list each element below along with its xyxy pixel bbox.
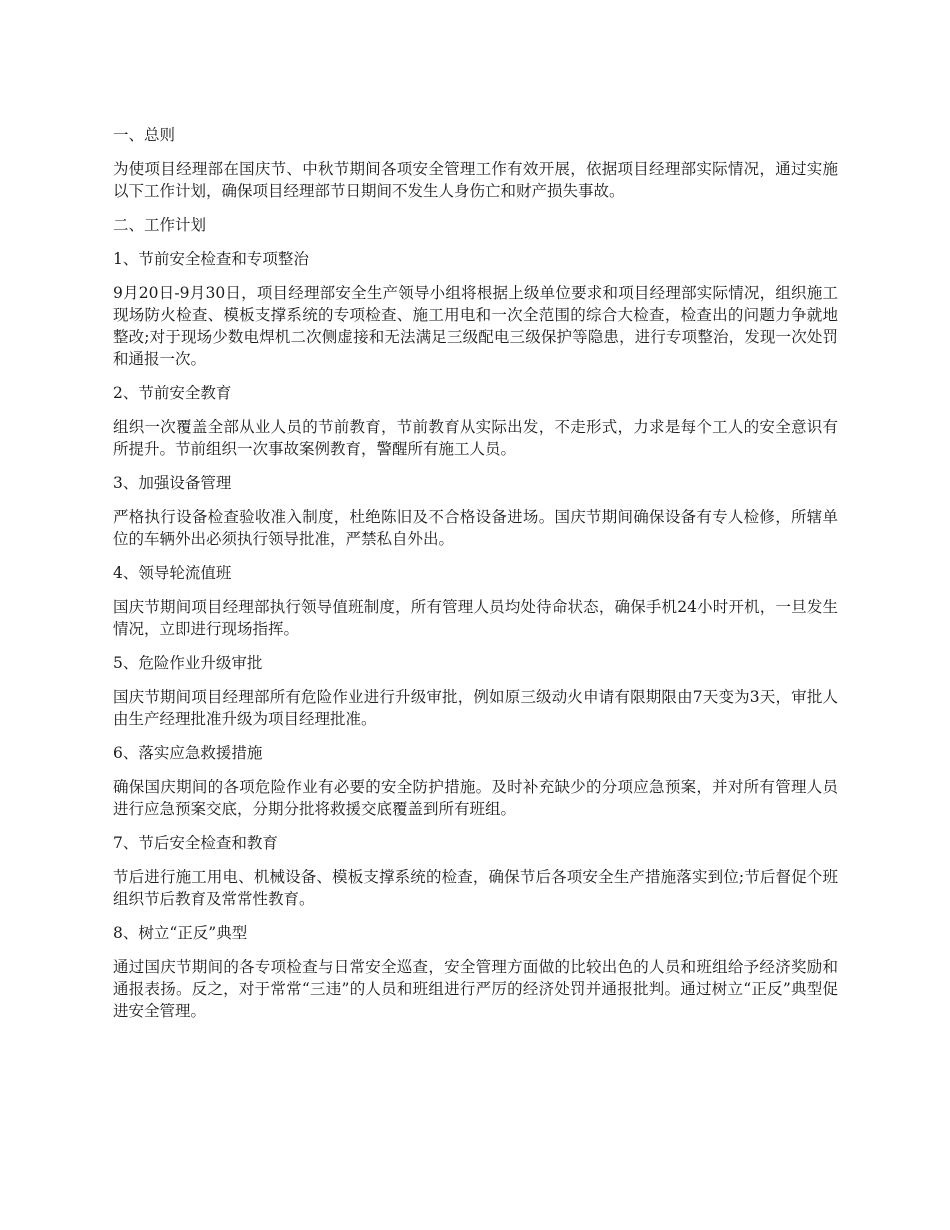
subheading-positive-negative-examples: 8、树立“正反”典型 bbox=[113, 924, 248, 942]
paragraph-general: 为使项目经理部在国庆节、中秋节期间各项安全管理工作有效开展，依据项目经理部实际情况，通过实施以下工作计划，确保项目经理部节日期间不发生人身伤亡和财产损失事故。 bbox=[113, 160, 838, 200]
paragraph-emergency-measures: 确保国庆期间的各项危险作业有必要的安全防护措施。及时补充缺少的分项应急预案，并对所有管理人员进行应急预案交底，分期分批将救援交底覆盖到所有班组。 bbox=[113, 778, 838, 818]
section-heading-work-plan: 二、工作计划 bbox=[113, 216, 207, 234]
subheading-emergency-measures: 6、落实应急救援措施 bbox=[113, 744, 263, 762]
subheading-leader-duty: 4、领导轮流值班 bbox=[113, 564, 232, 582]
subheading-post-holiday-check: 7、节后安全检查和教育 bbox=[113, 834, 278, 852]
subheading-pre-holiday-inspection: 1、节前安全检查和专项整治 bbox=[113, 250, 309, 268]
paragraph-equipment-management: 严格执行设备检查验收准入制度，杜绝陈旧及不合格设备进场。国庆节期间确保设备有专人检修，所辖单位的车辆外出必须执行领导批准，严禁私自外出。 bbox=[113, 508, 838, 548]
section-heading-general: 一、总则 bbox=[113, 126, 176, 144]
paragraph-hazard-approval: 国庆节期间项目经理部所有危险作业进行升级审批，例如原三级动火申请有限期限由7天变为3天，审批人由生产经理批准升级为项目经理批准。 bbox=[113, 688, 838, 728]
subheading-pre-holiday-education: 2、节前安全教育 bbox=[113, 384, 232, 402]
paragraph-post-holiday-check: 节后进行施工用电、机械设备、模板支撑系统的检查，确保节后各项安全生产措施落实到位;节后督促个班组织节后教育及常常性教育。 bbox=[113, 868, 838, 908]
subheading-equipment-management: 3、加强设备管理 bbox=[113, 474, 232, 492]
subheading-hazard-approval: 5、危险作业升级审批 bbox=[113, 654, 263, 672]
paragraph-pre-holiday-inspection: 9月20日-9月30日，项目经理部安全生产领导小组将根据上级单位要求和项目经理部实际情况，组织施工现场防火检查、模板支撑系统的专项检查、施工用电和一次全范围的综合大检查，检查出的问题力争就地整改;对于现场少数电焊机二次侧虚接和无法满足三级配电三级保护等隐患，进行专项整治，发现一次处罚和通报一次。 bbox=[113, 284, 838, 368]
paragraph-positive-negative-examples: 通过国庆节期间的各专项检查与日常安全巡查，安全管理方面做的比较出色的人员和班组给予经济奖励和通报表扬。反之，对于常常“三违”的人员和班组进行严厉的经济处罚并通报批判。通过树立“正反”典型促进安全管理。 bbox=[113, 958, 838, 1020]
document-body bbox=[113, 124, 838, 1034]
paragraph-leader-duty: 国庆节期间项目经理部执行领导值班制度，所有管理人员均处待命状态，确保手机24小时开机，一旦发生情况，立即进行现场指挥。 bbox=[113, 598, 838, 638]
paragraph-pre-holiday-education: 组织一次覆盖全部从业人员的节前教育，节前教育从实际出发，不走形式，力求是每个工人的安全意识有所提升。节前组织一次事故案例教育，警醒所有施工人员。 bbox=[113, 418, 838, 458]
